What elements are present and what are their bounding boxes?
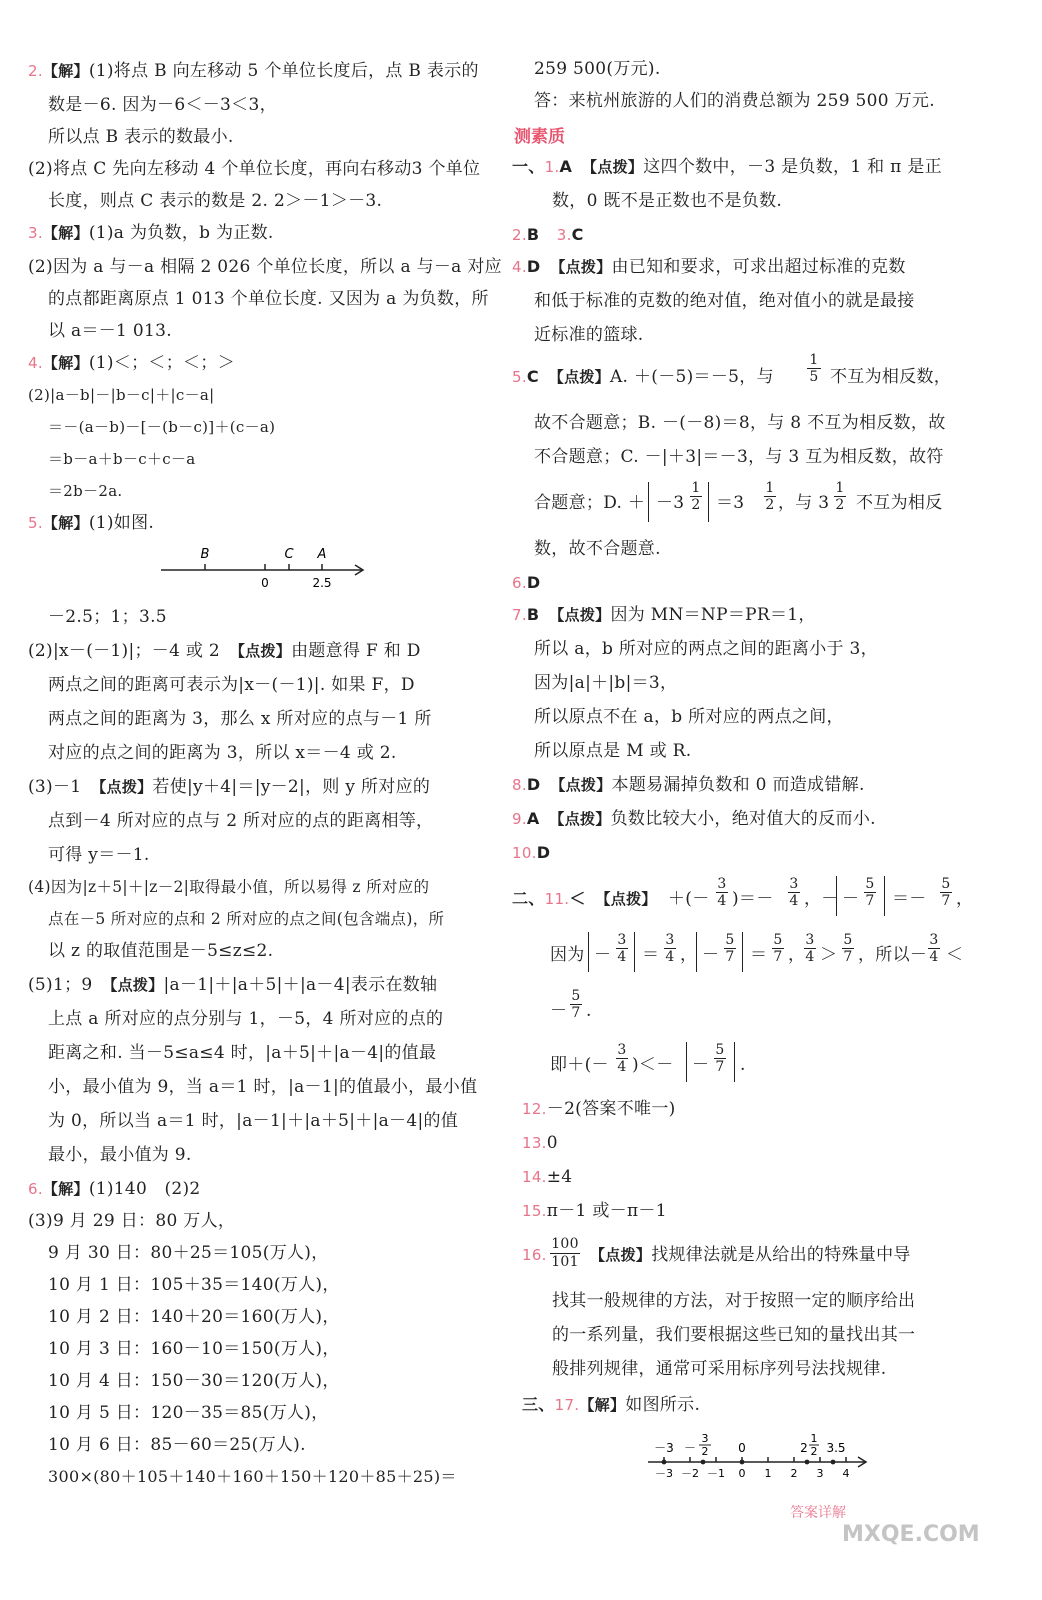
axis-tick-0: 0	[261, 576, 269, 590]
r-q5-line1b: 不互为相反数，	[830, 367, 952, 387]
r-q11-l1a: ＋(－	[668, 889, 710, 909]
q5-line15: 距离之和. 当－5≤a≤4 时，|a＋5|＋|a－4|的值最	[48, 1043, 437, 1063]
q6-line6: 10 月 3 日：160－10＝150(万人)，	[48, 1339, 340, 1359]
right-top-line1: 259 500(万元).	[534, 59, 661, 79]
q17-tick-0: 0	[738, 1467, 746, 1480]
r-q5-line4b: －3	[656, 493, 685, 513]
r-q16-line4: 般排列规律，通常可采用标序列号法找规律.	[552, 1359, 887, 1379]
r-q11-abs1-r	[884, 876, 887, 916]
r-q11-l1b: )＝－	[732, 889, 774, 909]
q17-label-minus-sign: －	[683, 1441, 697, 1455]
q5-line12: 以 z 的取值范围是－5≤z≤2.	[48, 941, 274, 961]
q5-number-line	[155, 540, 375, 592]
r-q14: 14.±4	[522, 1167, 573, 1187]
q6-line1: 6.【解】(1)140 (2)2	[28, 1179, 201, 1199]
r-q5-line3: 不合题意；C. －|＋3|＝－3，与 3 互为相反数，故符	[534, 447, 944, 467]
q5-line18: 最小，最小值为 9.	[48, 1145, 192, 1165]
r-q5-line4d: ，与 3	[778, 493, 830, 513]
q17-label-3-5: 3.5	[826, 1441, 846, 1455]
r-q11-l1d: －	[842, 889, 860, 909]
r-q11-f11: 3 4	[929, 932, 939, 965]
r-q11-f3: 5 7	[865, 876, 875, 909]
r-q16-line1: 【点拨】找规律法就是从给出的特殊量中导	[590, 1245, 911, 1265]
q5-line10: (4)因为|z＋5|＋|z－2|取得最小值，所以易得 z 所对应的	[28, 878, 430, 896]
q2-line1: 2.【解】(1)将点 B 向左移动 5 个单位长度后，点 B 表示的	[28, 61, 479, 81]
r-q7-line3: 因为|a|＋|b|＝3，	[534, 673, 678, 693]
r-q11-l4c: －	[692, 1055, 710, 1075]
r-q5-line4a: 合题意；D. ＋	[534, 493, 646, 513]
r-q11-l2b: －	[594, 945, 612, 965]
r-q7-line4: 所以原点不在 a，b 所对应的两点之间，	[534, 707, 844, 727]
r-q5-mix3: 1 2	[835, 480, 845, 513]
r-q11-l2a: 因为	[550, 945, 585, 965]
q4-line4: ＝b－a＋b－c＋c－a	[48, 450, 196, 468]
q3-line4: 以 a＝－1 013.	[48, 321, 172, 341]
r-q11-abs3-l	[696, 932, 699, 972]
r-q11-f13: 3 4	[617, 1042, 627, 1075]
r-q11-f9: 3 4	[805, 932, 815, 965]
r-q16-line2: 找其一般规律的方法，对于按照一定的顺序给出	[552, 1291, 916, 1311]
q17-label-mix-whole: 2	[800, 1441, 808, 1455]
q5-line9: 可得 y＝－1.	[48, 845, 150, 865]
r-q5-frac: 1 5	[807, 352, 821, 385]
r-q11-f14: 5 7	[715, 1042, 725, 1075]
q17-tick-neg2: －2	[681, 1467, 699, 1480]
r-q11-f4: 5 7	[941, 876, 951, 909]
r-q11-l1e: ＝－	[892, 889, 927, 909]
r-q9: 9.A 【点拨】负数比较大小，绝对值大的反而小.	[512, 809, 876, 829]
q5-line6: 对应的点之间的距离为 3，所以 x＝－4 或 2.	[48, 743, 397, 763]
r-q4-line3: 近标准的篮球.	[534, 325, 644, 345]
q17-tick-1: 1	[764, 1467, 772, 1480]
q5-line2: －2.5；1；3.5	[48, 607, 167, 627]
r-q2-q3: 2.B 3.C	[512, 225, 584, 244]
r-q11-abs2-r	[634, 932, 637, 972]
r-q11-l4d: .	[740, 1055, 746, 1075]
r-q11-l2c: ＝	[642, 945, 660, 965]
q2-line5: 长度，则点 C 表示的数是 2. 2＞－1＞－3.	[48, 191, 383, 211]
q17-tick-2: 2	[790, 1467, 798, 1480]
q5-line5: 两点之间的距离为 3，那么 x 所对应的点与－1 所	[48, 709, 432, 729]
r-q11-l2g: ，	[788, 945, 806, 965]
r-q5-line4e: 不互为相反	[856, 493, 943, 513]
footer-label: 答案详解	[790, 1505, 846, 1521]
q5-line11: 点在－5 所对应的点和 2 所对应的点之间(包含端点)，所	[48, 910, 445, 928]
r-q5-line4c: ＝3	[716, 493, 745, 513]
q17-label-mix-d: 2	[810, 1445, 818, 1458]
q6-line5: 10 月 2 日：140＋20＝160(万人)，	[48, 1307, 340, 1327]
r-q5-mix2: 1 2	[765, 480, 775, 513]
q6-line2: (3)9 月 29 日：80 万人，	[28, 1211, 236, 1231]
r-q1-line1: 一、1.A 【点拨】这四个数中，－3 是负数，1 和 π 是正	[512, 157, 942, 177]
r-q5-line1: 5.C 【点拨】A. ＋(－5)＝－5，与	[512, 367, 774, 387]
q17-tick-3: 3	[816, 1467, 824, 1480]
r-q11-f6: 3 4	[665, 932, 675, 965]
q17-label-0: 0	[738, 1441, 746, 1455]
r-q12: 12.－2(答案不唯一)	[522, 1099, 676, 1119]
q17-label-frac-n: 3	[701, 1432, 709, 1445]
r-q11-f2: 3 4	[789, 876, 799, 909]
q5-line13: (5)1；9 【点拨】|a－1|＋|a＋5|＋|a－4|表示在数轴	[28, 975, 438, 995]
r-q11-f12: 5 7	[571, 988, 581, 1021]
section-heading: 测素质	[514, 127, 565, 147]
watermark: MXQE.COM	[842, 1522, 980, 1547]
r-q16-line3: 的一系列量，我们要根据这些已知的量找出其一	[552, 1325, 916, 1345]
axis-label-c: C	[284, 547, 294, 562]
q2-line4: (2)将点 C 先向左移动 4 个单位长度，再向右移动3 个单位	[28, 159, 481, 179]
r-q11-l2j: ＜	[946, 945, 964, 965]
r-q13: 13.0	[522, 1133, 558, 1153]
r-q7-line5: 所以原点是 M 或 R.	[534, 741, 692, 761]
r-q11-l2h: ＞	[820, 945, 838, 965]
r-q11-head: 二、11.＜ 【点拨】	[512, 889, 657, 908]
r-q6: 6.D	[512, 573, 541, 592]
r-q11-abs2-l	[588, 932, 591, 972]
q17-label-mix-n: 1	[810, 1432, 818, 1445]
q5-line4: 两点之间的距离可表示为|x－(－1)|. 如果 F，D	[48, 675, 415, 695]
q5-line1: 5.【解】(1)如图.	[28, 513, 155, 533]
axis-tick-2-5: 2.5	[312, 576, 332, 590]
q3-line2: (2)因为 a 与－a 相隔 2 026 个单位长度，所以 a 与－a 对应	[28, 257, 502, 277]
q17-tick-4: 4	[842, 1467, 850, 1480]
q6-line4: 10 月 1 日：105＋35＝140(万人)，	[48, 1275, 340, 1295]
q5-line16: 小，最小值为 9，当 a＝1 时，|a－1|的值最小，最小值	[48, 1077, 478, 1097]
q2-line3: 所以点 B 表示的数最小.	[48, 127, 234, 147]
r-q11-abs4-l	[686, 1042, 689, 1082]
r-q11-l2d: ，	[680, 945, 698, 965]
q6-line10: 300×(80＋105＋140＋160＋150＋120＋85＋25)＝	[48, 1467, 457, 1486]
q6-line7: 10 月 4 日：150－30＝120(万人)，	[48, 1371, 340, 1391]
r-q16-frac: 100 101	[551, 1236, 579, 1270]
r-q11-f1: 3 4	[717, 876, 727, 909]
q4-line1: 4.【解】(1)＜；＜；＜；＞	[28, 353, 235, 373]
r-q11-l2f: ＝	[750, 945, 768, 965]
r-q10: 10.D	[512, 843, 551, 862]
r-q15: 15.π－1 或－π－1	[522, 1201, 667, 1221]
q17-label-neg3: －3	[654, 1441, 674, 1455]
r-q11-l1c: ，－	[804, 889, 839, 909]
r-q11-f7: 5 7	[725, 932, 735, 965]
r-q1-line2: 数，0 既不是正数也不是负数.	[552, 191, 783, 211]
right-top-line2: 答：来杭州旅游的人们的消费总额为 259 500 万元.	[534, 91, 935, 111]
r-q7-line2: 所以 a，b 所对应的两点之间的距离小于 3，	[534, 639, 878, 659]
q4-line5: ＝2b－2a.	[48, 482, 123, 500]
r-q8: 8.D 【点拨】本题易漏掉负数和 0 而造成错解.	[512, 775, 865, 795]
r-q11-l4b: )＜－	[632, 1055, 674, 1075]
q17-tick-neg3: －3	[655, 1467, 673, 1480]
r-q11-l4a: 即＋(－	[550, 1055, 609, 1075]
q17-label-frac-d: 2	[701, 1445, 709, 1458]
q17-tick-neg1: －1	[707, 1467, 725, 1480]
q5-line3: (2)|x－(－1)|；－4 或 2 【点拨】由题意得 F 和 D	[28, 641, 421, 661]
r-q11-abs3-r	[742, 932, 745, 972]
q4-line3: ＝－(a－b)－[－(b－c)]＋(c－a)	[48, 418, 276, 436]
q5-line7: (3)－1 【点拨】若使|y＋4|＝|y－2|，则 y 所对应的	[28, 777, 431, 797]
r-q5-abs-right	[708, 482, 711, 522]
r-q5-line2: 故不合题意；B. －(－8)＝8，与 8 不互为相反数，故	[534, 413, 946, 433]
axis-label-b: B	[200, 547, 210, 562]
r-q5-mix1: 1 2	[691, 480, 701, 513]
r-q7-line1: 7.B 【点拨】因为 MN＝NP＝PR＝1，	[512, 605, 816, 625]
q17-number-line	[644, 1424, 874, 1480]
r-q4-line2: 和低于标准的克数的绝对值，绝对值小的就是最接	[534, 291, 915, 311]
q3-line1: 3.【解】(1)a 为负数，b 为正数.	[28, 223, 274, 243]
r-q11-f8: 5 7	[773, 932, 783, 965]
r-q17-head: 三、17.【解】如图所示.	[522, 1395, 701, 1415]
r-q11-abs4-r	[734, 1042, 737, 1082]
r-q11-l3b: .	[586, 1001, 592, 1021]
r-q5-line5: 数，故不合题意.	[534, 539, 661, 559]
r-q11-abs1-l	[836, 876, 839, 916]
r-q5-abs-left	[648, 482, 651, 522]
r-q11-l1f: ，	[956, 889, 974, 909]
q5-line17: 为 0，所以当 a＝1 时，|a－1|＋|a＋5|＋|a－4|的值	[48, 1111, 459, 1131]
r-q16-num: 16.	[522, 1246, 547, 1264]
q6-line9: 10 月 6 日：85－60＝25(万人).	[48, 1435, 306, 1455]
q2-line2: 数是－6. 因为－6＜－3＜3，	[48, 95, 277, 115]
q6-line3: 9 月 30 日：80＋25＝105(万人)，	[48, 1243, 329, 1263]
r-q4-line1: 4.D 【点拨】由已知和要求，可求出超过标准的克数	[512, 257, 906, 277]
q6-line8: 10 月 5 日：120－35＝85(万人)，	[48, 1403, 329, 1423]
q5-line8: 点到－4 所对应的点与 2 所对应的点的距离相等，	[48, 811, 434, 831]
r-q11-l2i: ，所以－	[858, 945, 928, 965]
axis-label-a: A	[317, 547, 327, 562]
q5-line14: 上点 a 所对应的点分别与 1，－5，4 所对应的点的	[48, 1009, 444, 1029]
r-q11-l2e: －	[702, 945, 720, 965]
q4-line2: (2)|a－b|－|b－c|＋|c－a|	[28, 386, 215, 404]
q3-line3: 的点都距离原点 1 013 个单位长度. 又因为 a 为负数，所	[48, 289, 489, 309]
r-q11-f10: 5 7	[843, 932, 853, 965]
r-q11-l3a: －	[550, 1001, 568, 1021]
r-q11-f5: 3 4	[617, 932, 627, 965]
